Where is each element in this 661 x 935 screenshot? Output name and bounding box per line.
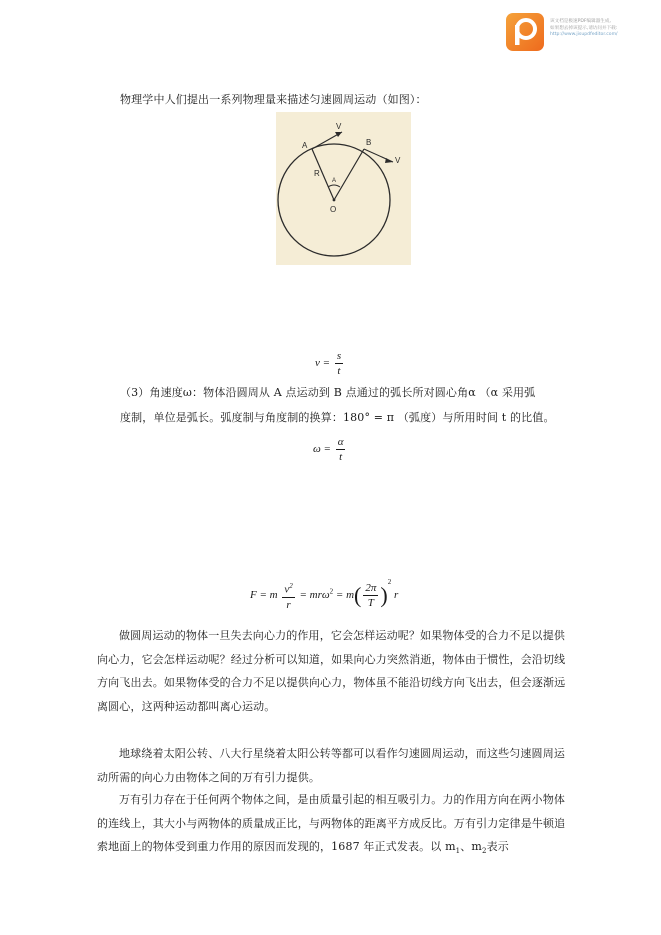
formula-F-lhs: F = m <box>250 589 278 601</box>
formula-F-num1: v <box>284 583 290 596</box>
pdf-editor-watermark <box>506 13 656 53</box>
formula-F-fraction-1 <box>282 580 294 611</box>
angular-velocity-line-1: （3）角速度ω：物体沿圆周从 A 点运动到 B 点通过的弧长所对圆心角α （α 采用弧 <box>120 386 536 399</box>
label-O: O <box>330 205 337 214</box>
formula-F-mid: = mrω <box>299 589 330 601</box>
circle-diagram <box>276 112 411 265</box>
gravitation-mid: 、m <box>460 840 483 853</box>
formula-w-lhs: ω = <box>313 443 331 456</box>
formula-v-lhs: v = <box>315 357 331 370</box>
formula-w-num: α <box>337 436 344 448</box>
label-R: R <box>314 169 320 178</box>
label-B: B <box>366 138 372 147</box>
gravitation-sub1: 1 <box>455 847 461 856</box>
watermark-link[interactable]: http://www.jisupdfeditor.com/ <box>550 32 618 38</box>
uniform-circular-motion-figure <box>276 112 411 265</box>
label-A: A <box>302 141 308 150</box>
gravitation-sub2: 2 <box>482 847 487 856</box>
formula-w-den: t <box>339 451 343 463</box>
label-angle: A <box>332 178 337 184</box>
paragraph-planetary-motion: 地球绕着太阳公转、八大行星绕着太阳公转等都可以看作匀速圆周运动，而这些匀速圆周运动所需的向心力由物体之间的万有引力提供。 <box>97 747 565 784</box>
label-V-top: V <box>336 122 342 131</box>
watermark-line-1: 该文档是极速PDF编辑器生成, <box>550 19 611 24</box>
formula-F-den2: T <box>367 596 374 609</box>
formula-F-tail: r <box>393 589 399 601</box>
formula-linear-velocity <box>315 350 345 377</box>
gravitation-text: 万有引力存在于任何两个物体之间，是由质量引起的相互吸引力。力的作用方向在两小物体的连线上，其大小与两物体的质量成正比，与两物体的距离平方成反比。万有引力定律是牛顿追索地面上的物体受到重力作用的原因而发现的，1687 年正式发表。以 m <box>97 793 566 853</box>
gravitation-end: 表示 <box>486 840 509 853</box>
formula-angular-velocity <box>313 436 347 463</box>
watermark-line-2: 如果想去掉该提示,请访问并下载: <box>550 25 618 31</box>
formula-v-num: s <box>336 350 342 362</box>
intro-text: 物理学中人们提出一系列物理量来描述匀速圆周运动（如图）： <box>120 93 427 106</box>
formula-v-fraction <box>335 350 343 377</box>
pdf-editor-logo-icon <box>506 13 544 51</box>
label-V-right: V <box>395 156 401 165</box>
formula-F-num2: 2π <box>365 581 377 594</box>
paragraph-gravitation <box>97 788 567 864</box>
formula-F-sup3: 2 <box>387 578 392 586</box>
paragraph-centrifugal-motion: 做圆周运动的物体一旦失去向心力的作用，它会怎样运动呢？如果物体受的合力不足以提供向心力，它会怎样运动呢？经过分析可以知道，如果向心力突然消逝，物体由于惯性，会沿切线方向飞出去。如果物体受的合力不足以提供向心力，物体虽不能沿切线方向飞出去，但会逐渐远离圆心，这两种运动都叫离心运动。 <box>97 629 566 713</box>
formula-F-fraction-2 <box>363 582 378 609</box>
angular-velocity-line-2: 度制，单位是弧长。弧度制与角度制的换算：180° = π （弧度）与所用时间 t 的比值。 <box>120 411 555 424</box>
formula-v-den: t <box>337 365 341 377</box>
formula-w-fraction <box>336 436 346 463</box>
formula-centripetal-force <box>250 578 398 611</box>
formula-F-sup1: 2 <box>289 582 293 591</box>
formula-F-sup2: 2 <box>329 587 334 596</box>
formula-F-paren-open: ( <box>354 582 362 608</box>
formula-F-num-1 <box>282 580 294 598</box>
watermark-text <box>550 19 656 39</box>
formula-F-den1: r <box>286 598 291 611</box>
formula-F-paren-close: ) <box>380 582 388 608</box>
formula-F-eq3: = m <box>335 589 355 601</box>
